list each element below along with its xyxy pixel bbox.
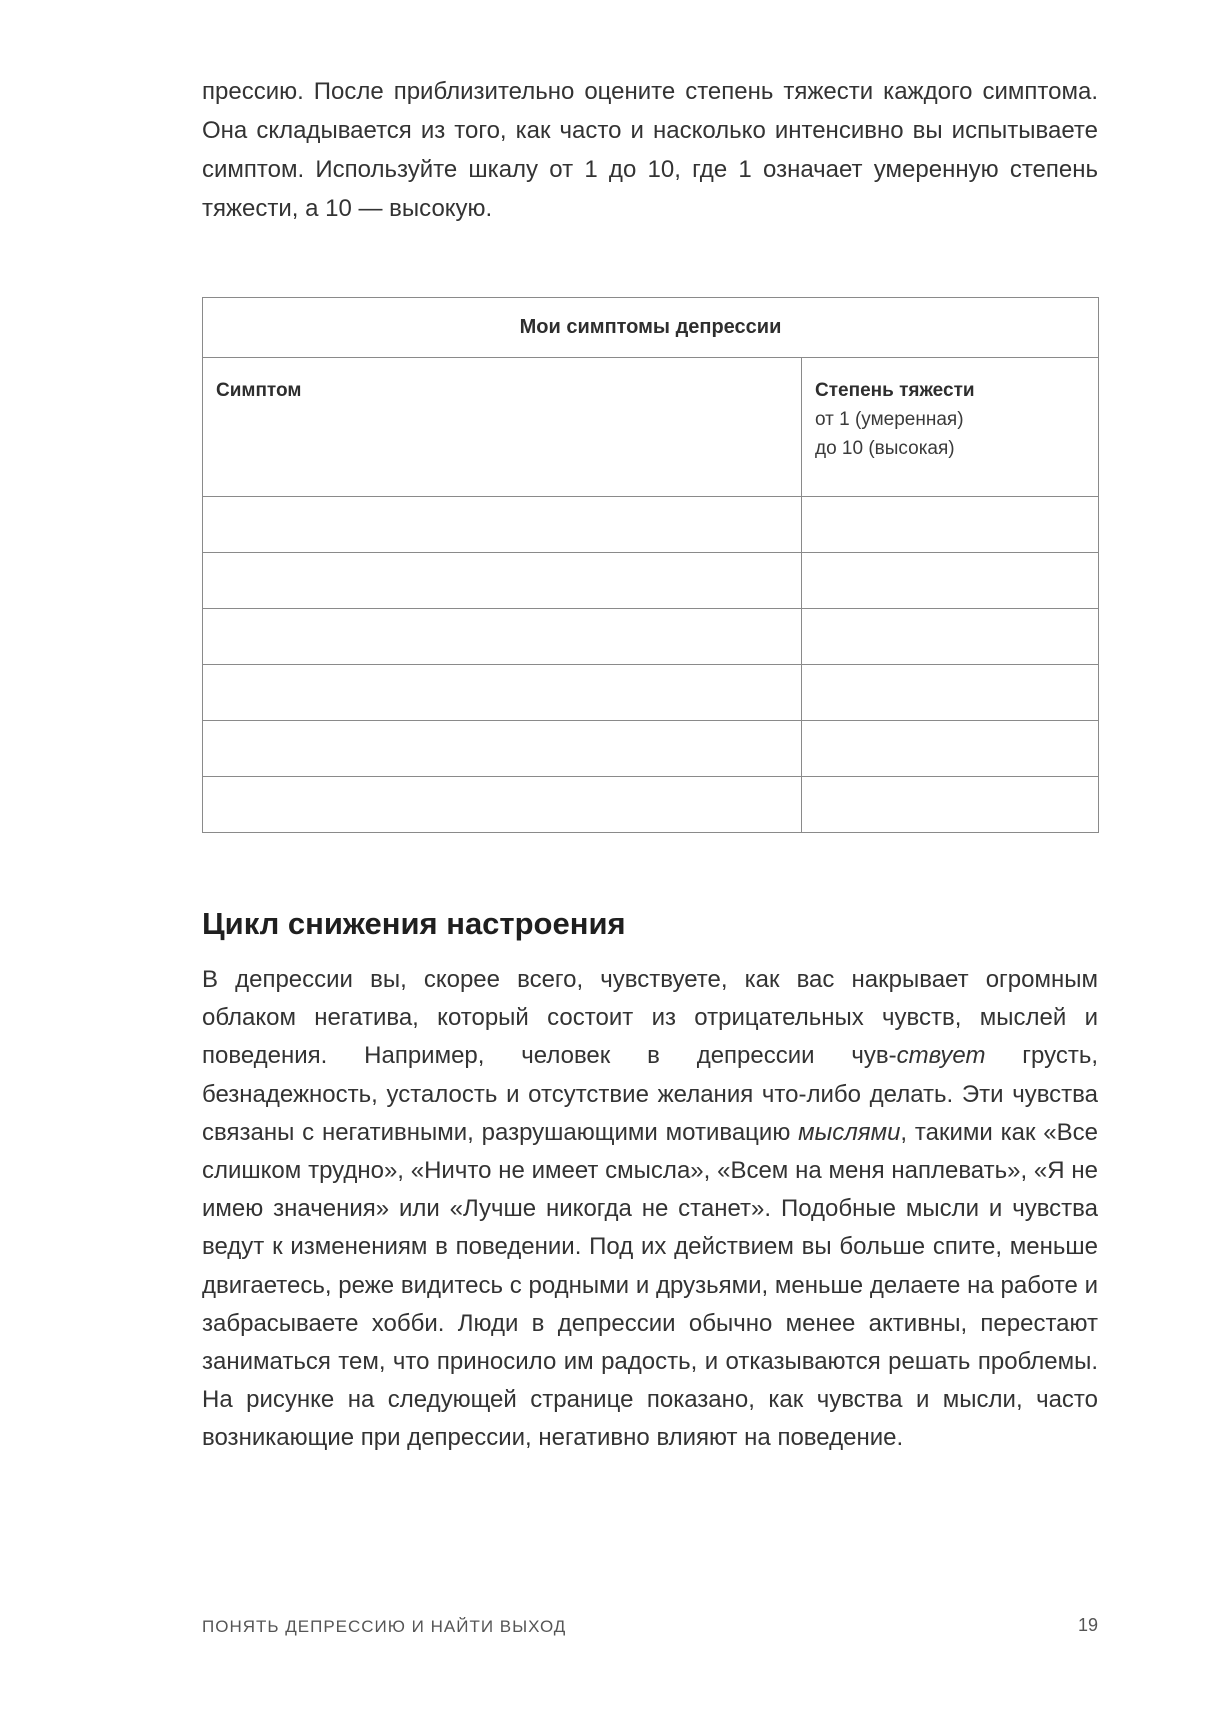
table-header-row <box>203 358 1099 497</box>
section-body-paragraph <box>202 961 1098 1458</box>
column-header-severity <box>802 358 1099 497</box>
severity-cell[interactable] <box>802 721 1099 777</box>
symptom-cell[interactable] <box>203 497 802 553</box>
symptom-cell[interactable] <box>203 553 802 609</box>
table-row <box>203 777 1099 833</box>
section-heading: Цикл снижения настроения <box>202 906 626 941</box>
table-row <box>203 609 1099 665</box>
running-footer-title: ПОНЯТЬ ДЕПРЕССИЮ И НАЙТИ ВЫХОД <box>202 1617 567 1636</box>
severity-cell[interactable] <box>802 497 1099 553</box>
body-text-emphasis-thoughts: мыслями <box>798 1118 901 1146</box>
page-number: 19 <box>1077 1615 1098 1635</box>
column-header-severity-label: Степень тяжести <box>815 380 975 401</box>
body-text-part-2: грусть, безнадежность, усталость и отсутствие желания что-либо делать. Эти чувства связаны с негативными, разрушающими мотивацию <box>202 1042 1098 1146</box>
severity-cell[interactable] <box>802 553 1099 609</box>
intro-paragraph: прессию. После приблизительно оцените степень тяжести каждого симптома. Она складывается из того, как часто и насколько интенсивно вы испытываете симптом. Используйте шкалу от 1 до 10, где 1 означает умеренную степень тяжести, а 10 — высокую. <box>202 78 1098 222</box>
body-text-emphasis-feels: ствует <box>896 1042 986 1070</box>
intro-block <box>202 72 1098 228</box>
symptom-cell[interactable] <box>203 665 802 721</box>
column-header-symptom-label: Симптом <box>216 380 302 401</box>
symptom-cell[interactable] <box>203 777 802 833</box>
symptom-cell[interactable] <box>203 721 802 777</box>
symptoms-table <box>202 297 1099 833</box>
severity-cell[interactable] <box>802 777 1099 833</box>
severity-cell[interactable] <box>802 665 1099 721</box>
symptom-cell[interactable] <box>203 609 802 665</box>
table-title-row <box>203 298 1099 358</box>
column-header-symptom <box>203 358 802 497</box>
column-header-severity-scale-min: от 1 (умеренная) <box>815 409 964 430</box>
body-text-part-3: , такими как «Все слишком трудно», «Ничто не имеет смысла», «Всем на меня наплевать», «Я не имею значения» или «Лучше никогда не станет». Подобные мысли и чувства ведут к изменениям в поведении. Под их действием вы больше спите, меньше двигаетесь, реже видитесь с родными и друзьями, меньше делаете на работе и забрасываете хобби. Люди в депрессии обычно менее активны, перестают заниматься тем, что приносило им радость, и отказываются решать проблемы. На рисунке на следующей странице показано, как чувства и мысли, часто возникающие при депрессии, негативно влияют на поведение. <box>202 1118 1098 1452</box>
table-row <box>203 497 1099 553</box>
severity-cell[interactable] <box>802 609 1099 665</box>
table-row <box>203 721 1099 777</box>
table-row <box>203 665 1099 721</box>
body-text-part-1: В депрессии вы, скорее всего, чувствуете, как вас накрывает огромным облаком негатива, который состоит из отрицательных чувств, мыслей и поведения. Например, человек в депрессии чув- <box>202 966 1098 1070</box>
table-title: Мои симптомы депрессии <box>203 298 1099 358</box>
table-row <box>203 553 1099 609</box>
column-header-severity-scale-max: до 10 (высокая) <box>815 438 955 459</box>
